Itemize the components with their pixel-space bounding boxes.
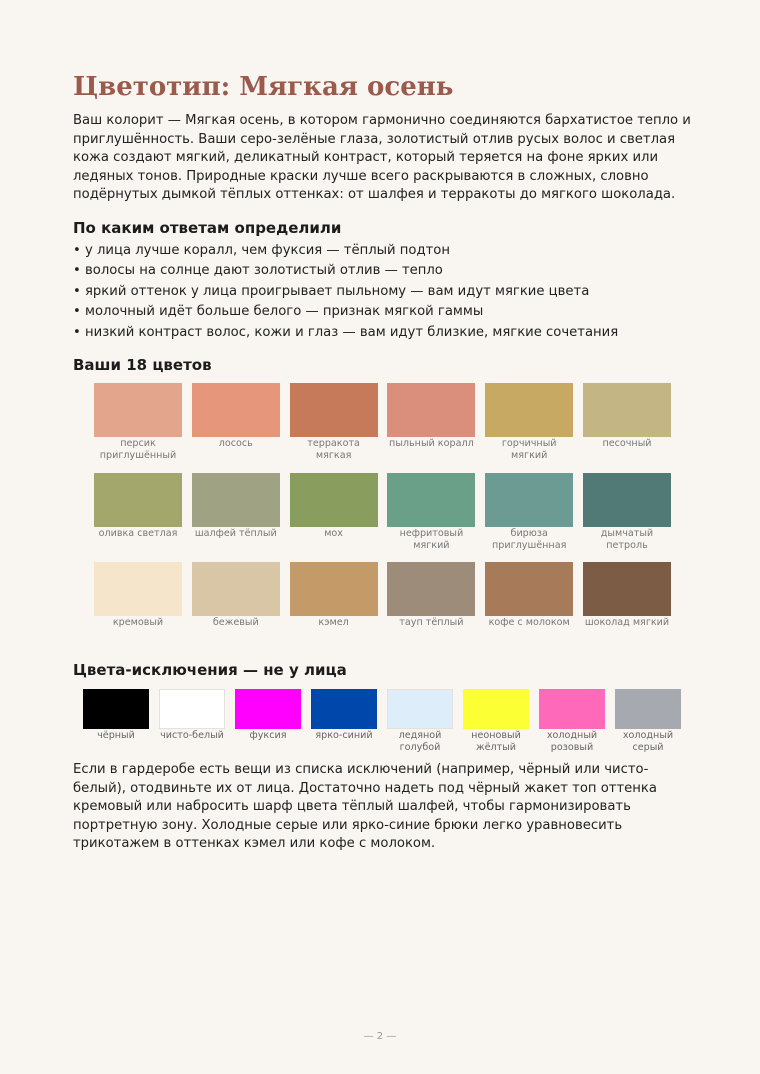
- reason-item: • молочный идёт больше белого — признак мягкой гаммы: [73, 304, 484, 320]
- exclusion-color-swatch: [235, 689, 301, 729]
- palette-color-name: бирюза приглушённая: [492, 527, 567, 551]
- palette-color-name: пыльный коралл: [389, 438, 474, 449]
- palette-color-name: бежевый: [212, 617, 259, 628]
- palette-grid: [94, 383, 671, 652]
- palette-swatch-item: [192, 562, 280, 652]
- palette-color-swatch: [583, 473, 671, 527]
- exclusion-color-swatch: [463, 689, 529, 729]
- palette-swatch-item: [94, 562, 182, 652]
- palette-color-name: кэмел: [318, 617, 349, 628]
- palette-swatch-item: [583, 383, 671, 473]
- exclusion-swatch-item: [159, 689, 225, 754]
- palette-swatch-item: [192, 473, 280, 563]
- palette-color-swatch: [94, 383, 182, 437]
- palette-swatch-item: [94, 383, 182, 473]
- exclusion-color-name: чисто-белый: [160, 730, 224, 741]
- palette-color-name: шоколад мягкий: [584, 617, 670, 628]
- palette-swatch-item: [485, 473, 573, 563]
- palette-color-name: тауп тёплый: [399, 617, 464, 628]
- page-title: Цветотип: Мягкая осень: [73, 72, 454, 102]
- palette-color-swatch: [583, 383, 671, 437]
- palette-color-swatch: [290, 383, 378, 437]
- reason-item: • волосы на солнце дают золотистый отлив — тепло: [73, 263, 443, 279]
- exclusion-color-name: ледяной голубой: [398, 730, 442, 754]
- palette-color-swatch: [192, 562, 280, 616]
- exclusion-color-swatch: [159, 689, 225, 729]
- palette-color-swatch: [485, 383, 573, 437]
- exclusion-color-name: неоновый жёлтый: [471, 730, 521, 754]
- palette-swatch-item: [485, 383, 573, 473]
- palette-swatch-item: [387, 473, 475, 563]
- palette-color-name: дымчатый петроль: [600, 527, 654, 551]
- page-number: — 2 —: [363, 1031, 397, 1042]
- palette-color-swatch: [583, 562, 671, 616]
- palette-color-swatch: [485, 473, 573, 527]
- exclusions-heading: Цвета-исключения — не у лица: [73, 661, 347, 679]
- palette-color-swatch: [387, 562, 475, 616]
- palette-color-name: кофе с молоком: [488, 617, 570, 628]
- palette-color-name: лосось: [218, 438, 253, 449]
- exclusion-color-swatch: [387, 689, 453, 729]
- palette-color-name: терракота мягкая: [307, 438, 360, 462]
- reasons-list: [73, 241, 618, 343]
- intro-paragraph: Ваш колорит — Мягкая осень, в котором гармонично соединяются бархатистое тепло и приглушённость. Ваши серо-зелёные глаза, золотистый отлив русых волос и светлая кожа создают мягкий, деликатный контраст, который теряется на фоне ярких или ледяных тонов. Природные краски лучше всего раскрываются в сложных, словно подёрнутых дымкой тёплых оттенках: от шалфея и терракоты до мягкого шоколада.: [73, 113, 691, 203]
- palette-color-swatch: [387, 383, 475, 437]
- palette-color-name: нефритовый мягкий: [399, 527, 464, 551]
- palette-swatch-item: [290, 562, 378, 652]
- exclusion-color-swatch: [615, 689, 681, 729]
- reason-item: • у лица лучше коралл, чем фуксия — тёплый подтон: [73, 243, 450, 258]
- palette-swatch-item: [583, 473, 671, 563]
- palette-swatch-item: [387, 562, 475, 652]
- palette-swatch-item: [290, 383, 378, 473]
- palette-color-name: песочный: [602, 438, 652, 449]
- palette-swatch-item: [192, 383, 280, 473]
- exclusion-swatch-item: [83, 689, 149, 754]
- exclusion-swatch-item: [311, 689, 377, 754]
- reasons-heading: По каким ответам определили: [73, 219, 342, 237]
- palette-swatch-item: [485, 562, 573, 652]
- advice-paragraph: Если в гардеробе есть вещи из списка исключений (например, чёрный или чисто-белый), отодвиньте их от лица. Достаточно надеть под чёрный жакет топ оттенка кремовый или набросить шарф цвета тёплый шалфей, чтобы гармонизировать портретную зону. Холодные серые или ярко-синие брюки легко уравновесить трикотажем в оттенках кэмел или кофе с молоком.: [73, 762, 657, 852]
- exclusion-color-swatch: [539, 689, 605, 729]
- exclusion-color-name: холодный серый: [622, 730, 674, 754]
- palette-color-name: оливка светлая: [98, 527, 178, 539]
- palette-color-swatch: [485, 562, 573, 616]
- palette-color-name: шалфей тёплый: [194, 527, 277, 539]
- exclusion-color-name: фуксия: [249, 730, 287, 741]
- palette-color-name: горчичный мягкий: [501, 438, 557, 462]
- palette-color-swatch: [387, 473, 475, 527]
- palette-color-swatch: [290, 473, 378, 527]
- reason-item: • яркий оттенок у лица проигрывает пыльному — вам идут мягкие цвета: [73, 283, 590, 299]
- palette-color-name: кремовый: [112, 617, 164, 628]
- palette-color-name: персик приглушённый: [99, 438, 177, 462]
- palette-swatch-item: [290, 473, 378, 563]
- palette-color-swatch: [290, 562, 378, 616]
- palette-color-swatch: [192, 383, 280, 437]
- exclusion-color-name: чёрный: [97, 730, 135, 741]
- exclusions-grid: [83, 689, 683, 754]
- exclusion-color-swatch: [311, 689, 377, 729]
- palette-swatch-item: [583, 562, 671, 652]
- reason-item: • низкий контраст волос, кожи и глаз — вам идут близкие, мягкие сочетания: [73, 324, 619, 340]
- palette-swatch-item: [387, 383, 475, 473]
- palette-color-swatch: [192, 473, 280, 527]
- palette-color-name: мох: [324, 527, 343, 539]
- exclusion-swatch-item: [463, 689, 529, 754]
- exclusion-color-name: холодный розовый: [546, 730, 598, 754]
- palette-swatch-item: [94, 473, 182, 563]
- exclusion-swatch-item: [387, 689, 453, 754]
- exclusion-swatch-item: [235, 689, 301, 754]
- palette-color-swatch: [94, 473, 182, 527]
- exclusion-swatch-item: [615, 689, 681, 754]
- exclusion-swatch-item: [539, 689, 605, 754]
- exclusion-color-swatch: [83, 689, 149, 729]
- exclusion-color-name: ярко-синий: [315, 730, 373, 741]
- palette-color-swatch: [94, 562, 182, 616]
- palette-heading: Ваши 18 цветов: [73, 356, 212, 374]
